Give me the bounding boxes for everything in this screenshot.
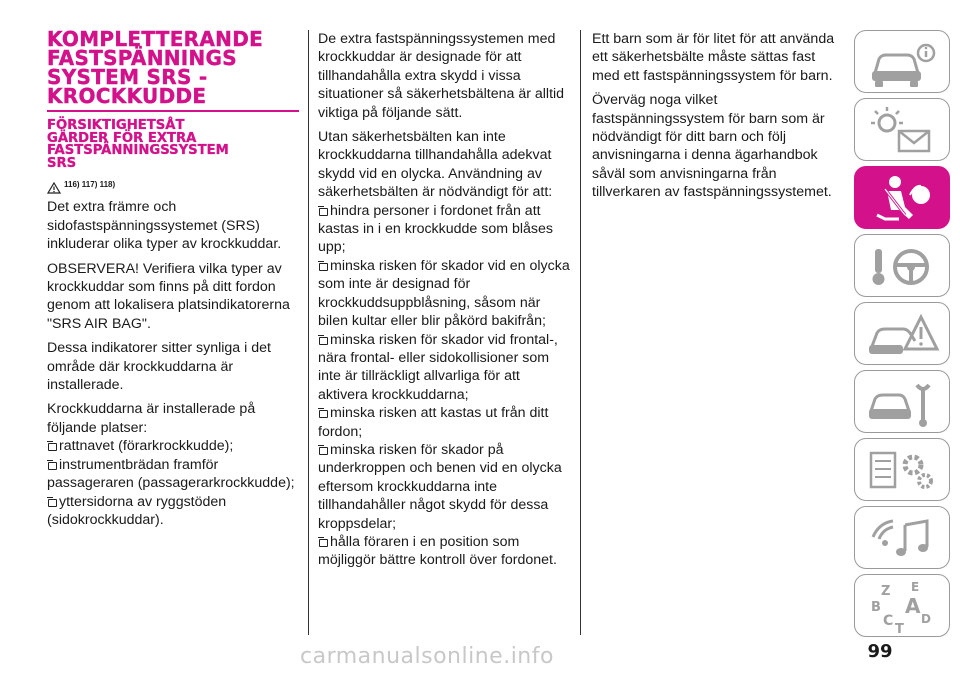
bullet-icon (47, 497, 57, 507)
list-item-text: rattnavet (förarkrockkudde); (59, 438, 234, 455)
paragraph: Överväg noga vilket fastspänningssystem för barn som är nödvändigt för ditt barn och följ anvisningarna i denna ägarhandbok såväl som anvisningarna från tillverkaren av fastspänningssystemet. (592, 92, 832, 201)
car-wrench-icon (855, 371, 951, 434)
multimedia-music-icon (855, 507, 951, 570)
paragraph: Utan säkerhetsbälten kan inte krockkuddarna tillhandahålla adekvat skydd vid en olycka. Användning av säkerhetsbälten är nödvändigt för att: (318, 129, 553, 201)
title-line: KROCKKUDDE (47, 84, 207, 108)
title-line: KOMPLETTERANDE (47, 27, 264, 51)
tab-specifications[interactable] (854, 438, 950, 501)
index-letter: C (883, 613, 894, 629)
paragraph: De extra fastspänningssystemen med krockkuddar är designade för att tillhandahålla extra skydd i vissa situationer så säkerhetsbältena är alltid viktiga på följande sätt. (318, 31, 565, 121)
dashboard-lights-message-icon (855, 99, 951, 162)
column-divider-1 (308, 30, 309, 635)
tab-emergency[interactable] (854, 302, 950, 365)
list-item (318, 533, 573, 570)
tab-safety[interactable] (854, 166, 950, 229)
index-letter: D (921, 612, 931, 626)
watermark: carmanualsonline.info (300, 644, 554, 669)
list-item-text: minska risken att kastas ut från ditt fordon; (318, 405, 549, 440)
bullet-list (318, 202, 573, 570)
page-number: 99 (867, 641, 893, 662)
list-item-text: hindra personer i fordonet från att kastas in i en krockkudde som blåses upp; (318, 202, 553, 256)
bullet-icon (318, 537, 328, 547)
tab-car-info[interactable] (854, 30, 950, 93)
key-steering-wheel-icon (855, 235, 951, 298)
title-line: SYSTEM SRS - (47, 65, 208, 89)
bullet-icon (47, 441, 57, 451)
bullet-icon (47, 460, 57, 470)
index-letter: T (895, 622, 904, 637)
column-divider-2 (580, 30, 581, 635)
warning-triangle-icon (47, 182, 61, 194)
subsection-title (47, 120, 299, 170)
reference-numbers: 116) 117) 118) (64, 180, 116, 189)
list-item-text: yttersidorna av ryggstöden (sidokrockkuddar). (47, 493, 227, 528)
subtitle-line: FASTSPÄNNINGSSYSTEM (47, 143, 229, 158)
subtitle-line: SRS (47, 155, 77, 171)
subtitle-line: FÖRSIKTIGHETSÅT (47, 118, 185, 133)
index-letter: Z (881, 584, 891, 599)
index-letter: A (905, 594, 921, 618)
airbag-seatbelt-icon (855, 167, 951, 230)
car-warning-triangle-icon (855, 303, 951, 366)
paragraph: Dessa indikatorer sitter synliga i det område där krockkuddarna är installerade. (47, 340, 271, 394)
bullet-icon (318, 206, 328, 216)
bullet-icon (318, 335, 328, 345)
title-line: FASTSPÄNNINGS (47, 46, 237, 70)
tab-starting-driving[interactable] (854, 234, 950, 297)
list-item-text: instrumentbrädan framför passageraren (passagerarkrockkudde); (47, 456, 295, 492)
bullet-icon (318, 408, 328, 418)
tab-multimedia[interactable] (854, 506, 950, 569)
list-item-text: minska risken för skador på underkroppen och benen vid en olycka eftersom krockkuddarna inte tillhandahåller något skydd för dessa kroppsdelar; (318, 441, 562, 532)
bullet-icon (318, 445, 328, 455)
index-letter: E (911, 580, 920, 594)
warning-references (47, 176, 299, 194)
index-letter: B (871, 600, 881, 615)
title-underline (47, 110, 299, 112)
list-item-text: hålla föraren i en position som möjliggör bättre kontroll över fordonet. (318, 533, 557, 569)
bullet-icon (318, 261, 328, 271)
subtitle-line: GÄRDER FÖR EXTRA (47, 130, 197, 146)
section-title (47, 27, 299, 108)
specifications-gears-icon (855, 439, 951, 502)
tab-dashboard-lights[interactable] (854, 98, 950, 161)
bullet-list (47, 437, 299, 529)
paragraph: Det extra främre och sidofastspänningssystemet (SRS) inkluderar olika typer av krockkuddar. (47, 199, 282, 253)
list-item (318, 404, 573, 441)
list-item (318, 331, 573, 405)
list-item (318, 257, 573, 331)
paragraph: OBSERVERA! Verifiera vilka typer av krockkuddar som finns på ditt fordon genom att lokalisera platsindikatorerna "SRS AIR BAG". (47, 260, 290, 332)
tab-index[interactable] (854, 574, 950, 637)
list-item (318, 441, 573, 533)
list-item-text: minska risken för skador vid en olycka som inte är designad för krockkuddsuppblåsning, såsom när bilen kultar eller blir påkörd bakifrån; (318, 257, 570, 330)
car-info-icon (855, 31, 951, 94)
list-item (318, 202, 573, 257)
list-item (47, 437, 299, 455)
tab-maintenance[interactable] (854, 370, 950, 433)
paragraph: Ett barn som är för litet för att använda ett säkerhetsbälte måste sättas fast med ett fastspänningssystem för barn. (592, 31, 835, 84)
list-item (47, 456, 299, 493)
column-3 (592, 30, 842, 208)
list-item-text: minska risken för skador vid frontal-, nära frontal- eller sidokollisioner som inte är tillräckligt allvarliga för att aktivera krockkuddarna; (318, 331, 558, 403)
paragraph: Krockkuddarna är installerade på följande platser: (47, 401, 256, 436)
list-item (47, 493, 299, 530)
column-1 (47, 27, 299, 529)
alphabetical-index-icon (855, 575, 951, 638)
column-2 (318, 30, 573, 570)
